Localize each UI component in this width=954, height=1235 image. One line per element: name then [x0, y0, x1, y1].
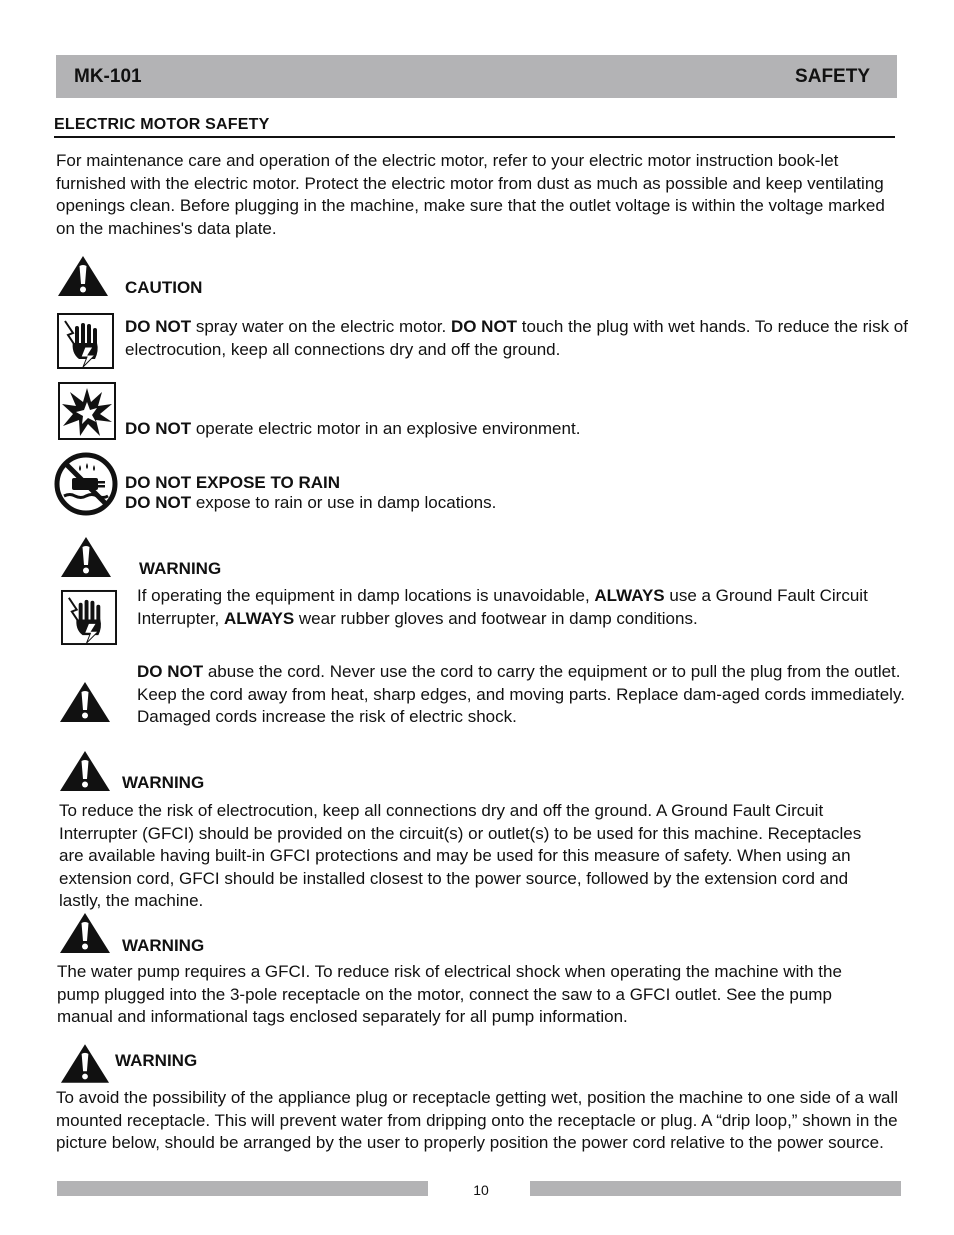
section-divider	[54, 136, 895, 138]
warning-triangle-icon	[57, 255, 109, 297]
section-title: ELECTRIC MOTOR SAFETY	[54, 116, 270, 133]
warning-item-cord: DO NOT abuse the cord. Never use the cord to carry the equipment or to pull the plug from the outlet. Keep the cord away from heat, sharp edges, and moving parts. Replace dam-aged cords immediately. Damaged cords increase the risk of electric shock.	[137, 662, 905, 726]
caution-item-explosive: DO NOT operate electric motor in an explosive environment.	[125, 419, 581, 438]
warning-gfci-paragraph: To reduce the risk of electrocution, keep all connections dry and off the ground. A Ground Fault Circuit Interrupter (GFCI) should be provided on the circuit(s) or outlet(s) to be used for this machine. Receptacles are available having built-in GFCI protections and may be used for this measure of safety. When using an extension cord, GFCI should be installed closest to the power source, followed by the extension cord and lastly, the machine.	[59, 801, 862, 910]
footer-bar-left	[57, 1181, 428, 1196]
warning-triangle-icon	[59, 681, 111, 723]
warning-triangle-icon	[59, 912, 111, 954]
electric-shock-hand-icon	[57, 313, 114, 369]
no-rain-heading: DO NOT EXPOSE TO RAIN	[125, 473, 341, 492]
footer-bar-right	[530, 1181, 901, 1196]
section-name: SAFETY	[795, 66, 870, 87]
model-name: MK-101	[74, 66, 142, 87]
page-number: 10	[473, 1182, 489, 1198]
caution-label: CAUTION	[125, 278, 203, 297]
warning-item-gfci: If operating the equipment in damp locations is unavoidable, ALWAYS use a Ground Fault Circuit Interrupter, ALWAYS wear rubber gloves and footwear in damp conditions.	[137, 586, 868, 628]
electric-shock-hand-icon	[61, 589, 117, 646]
warning-triangle-icon	[60, 1043, 110, 1084]
no-rain-icon	[54, 452, 118, 516]
warning-label: WARNING	[122, 936, 205, 955]
warning-drip-loop-paragraph: To avoid the possibility of the appliance plug or receptacle getting wet, position the machine to one side of a wall mounted receptacle. This will prevent water from dripping onto the receptacle or plug. A “drip loop,” shown in the picture below, should be arranged by the user to properly position the power cord relative to the power source.	[56, 1088, 899, 1152]
page-header	[56, 55, 897, 98]
warning-triangle-icon	[59, 750, 111, 792]
warning-pump-paragraph: The water pump requires a GFCI. To reduce risk of electrical shock when operating the machine with the pump plugged into the 3-pole receptacle on the motor, connect the saw to a GFCI outlet. See the pump manual and informational tags enclosed separately for all pump information.	[57, 962, 842, 1026]
caution-item-rain: DO NOT expose to rain or use in damp locations.	[125, 493, 497, 512]
warning-label: WARNING	[122, 773, 205, 792]
explosion-icon	[58, 382, 116, 440]
warning-label: WARNING	[139, 559, 222, 578]
warning-label: WARNING	[115, 1051, 198, 1070]
intro-paragraph: For maintenance care and operation of the electric motor, refer to your electric motor instruction book-let furnished with the electric motor. Protect the electric motor from dust as much as possible and keep ventilating openings clean. Before plugging in the machine, make sure that the outlet voltage is within the voltage marked on the machines's data plate.	[56, 151, 885, 238]
caution-item-electrocution: DO NOT spray water on the electric motor. DO NOT touch the plug with wet hands. To reduce the risk of electrocution, keep all connections dry and off the ground.	[125, 317, 908, 359]
warning-triangle-icon	[60, 536, 112, 578]
